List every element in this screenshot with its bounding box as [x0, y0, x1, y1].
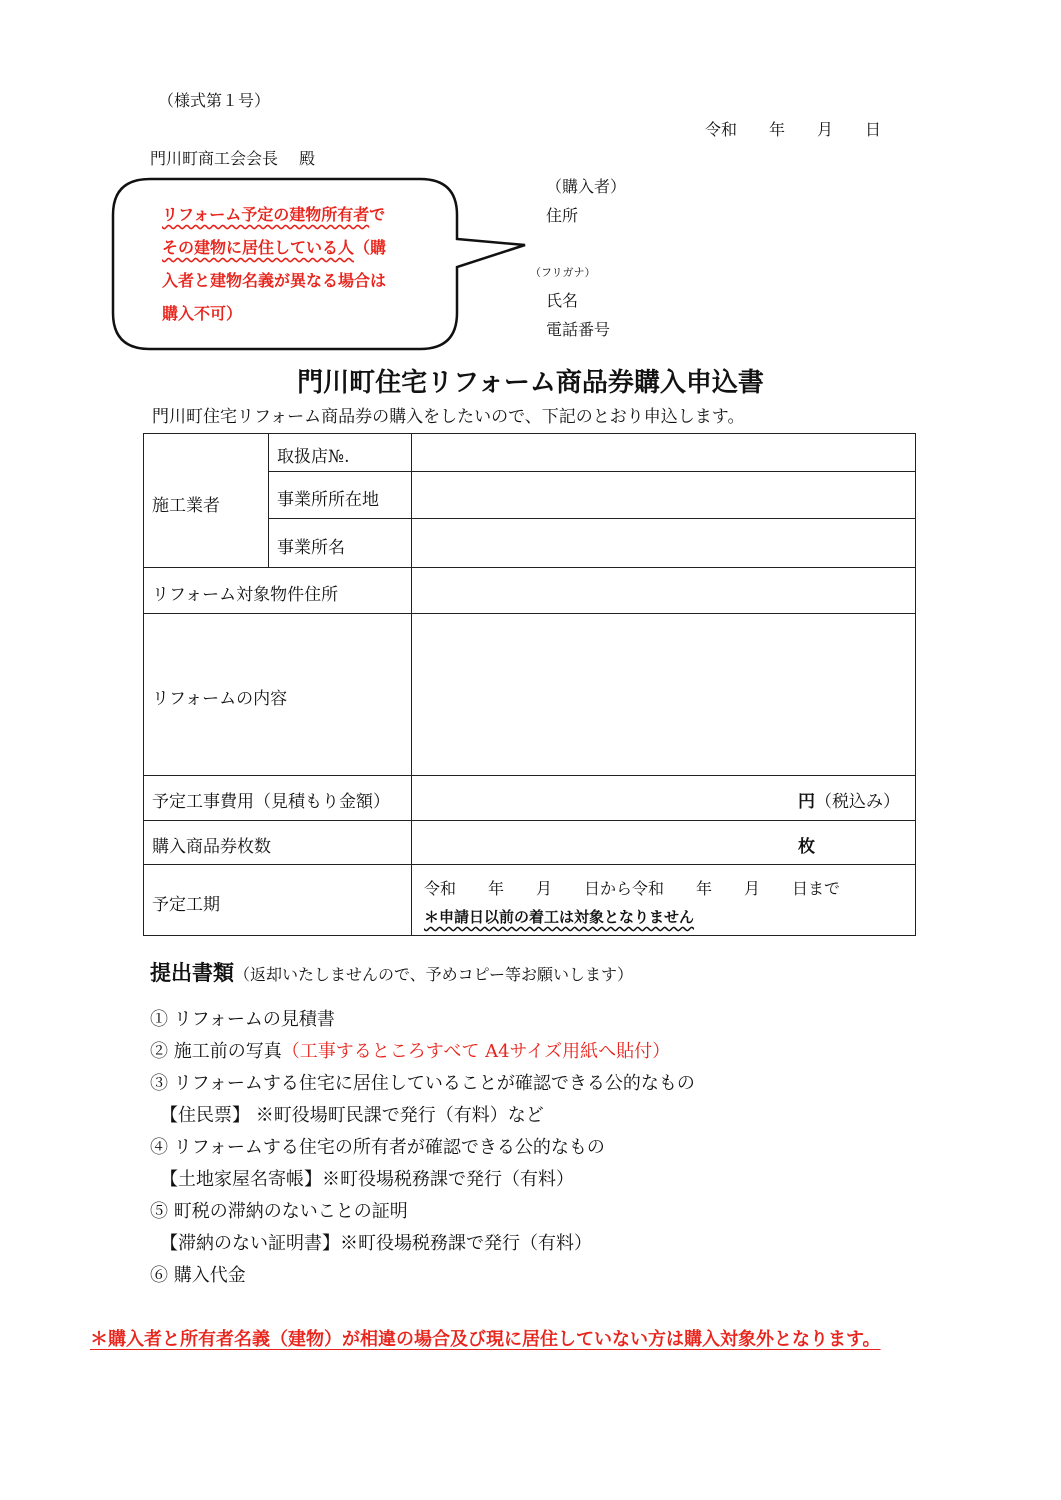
property-address-field[interactable]: [412, 568, 916, 613]
cost-unit: [798, 787, 900, 812]
callout-text: [162, 198, 386, 330]
office-name-field[interactable]: [412, 519, 916, 567]
doc-item-5: ⑤ 町税の滞納のないことの証明: [150, 1201, 408, 1222]
doc-item-3-sub: 【住民票】 ※町役場町民課で発行（有料）など: [160, 1105, 544, 1126]
callout-line2-rest: （購: [354, 238, 387, 257]
date-line: 令和 年 月 日: [705, 120, 882, 139]
callout-line3: 入者と建物名義が異なる場合は: [162, 271, 387, 290]
cost-label: 予定工事費用（見積もり金額）: [152, 792, 390, 812]
application-table: [143, 433, 916, 936]
callout-line1-underlined: リフォーム予定の建物所有者: [162, 205, 370, 224]
purchaser-heading: （購入者）: [546, 177, 627, 196]
doc-item-5-sub: 【滞納のない証明書】※町役場税務課で発行（有料）: [160, 1233, 592, 1254]
form-number: （様式第１号）: [158, 91, 271, 110]
period-label: 予定工期: [152, 895, 220, 915]
period-note: ＊申請日以前の着工は対象となりません: [424, 908, 695, 926]
callout-line1-rest: で: [369, 205, 386, 224]
doc-item-2-red: （工事するところすべて A4サイズ用紙へ貼付）: [281, 1041, 671, 1062]
addressee: 門川町商工会会長 殿: [150, 149, 316, 168]
doc-item-4: ④ リフォームする住宅の所有者が確認できる公的なもの: [150, 1137, 605, 1158]
doc-item-6: ⑥ 購入代金: [150, 1265, 246, 1286]
furigana-label: （フリガナ）: [530, 266, 596, 279]
name-label: 氏名: [546, 291, 579, 310]
row-line: [144, 864, 916, 865]
office-address-label: 事業所所在地: [277, 490, 379, 510]
cost-tax: （税込み）: [815, 792, 900, 812]
documents-heading-note: （返却いたしませんので、予めコピー等お願いします）: [234, 965, 634, 984]
address-label: 住所: [546, 206, 579, 225]
property-address-label: リフォーム対象物件住所: [152, 585, 339, 605]
doc-item-4-sub: 【土地家屋名寄帳】※町役場税務課で発行（有料）: [160, 1169, 574, 1190]
contractor-label: 施工業者: [152, 496, 220, 516]
callout-line4: 購入不可）: [162, 304, 243, 323]
doc-item-3: ③ リフォームする住宅に居住していることが確認できる公的なもの: [150, 1073, 695, 1094]
content-label: リフォームの内容: [152, 689, 288, 709]
page-title: 門川町住宅リフォーム商品券購入申込書: [297, 368, 764, 398]
callout-line2-underlined: その建物に居住している人: [162, 238, 355, 257]
footer-warning: ＊購入者と所有者名義（建物）が相違の場合及び現に居住していない方は購入対象外となります。: [90, 1329, 881, 1350]
dealer-no-label: 取扱店№.: [277, 447, 350, 467]
doc-item-1: ① リフォームの見積書: [150, 1009, 335, 1030]
dealer-no-field[interactable]: [412, 434, 916, 471]
intro-text: 門川町住宅リフォーム商品券の購入をしたいので、下記のとおり申込します。: [152, 407, 745, 427]
doc-item-2-main: ② 施工前の写真: [150, 1041, 282, 1062]
documents-heading: 提出書類: [150, 961, 234, 985]
period-value[interactable]: 令和 年 月 日から令和 年 月 日まで: [424, 879, 841, 898]
office-name-label: 事業所名: [277, 538, 345, 558]
cost-unit-yen: 円: [798, 792, 815, 812]
ticket-count-field[interactable]: [412, 821, 916, 864]
content-field[interactable]: [412, 614, 916, 775]
doc-item-2: [150, 1037, 670, 1063]
phone-label: 電話番号: [546, 320, 611, 339]
ticket-unit: 枚: [798, 837, 815, 857]
col-line: [268, 434, 269, 567]
documents-heading-row: [150, 957, 633, 987]
ticket-count-label: 購入商品券枚数: [152, 837, 271, 857]
office-address-field[interactable]: [412, 472, 916, 518]
